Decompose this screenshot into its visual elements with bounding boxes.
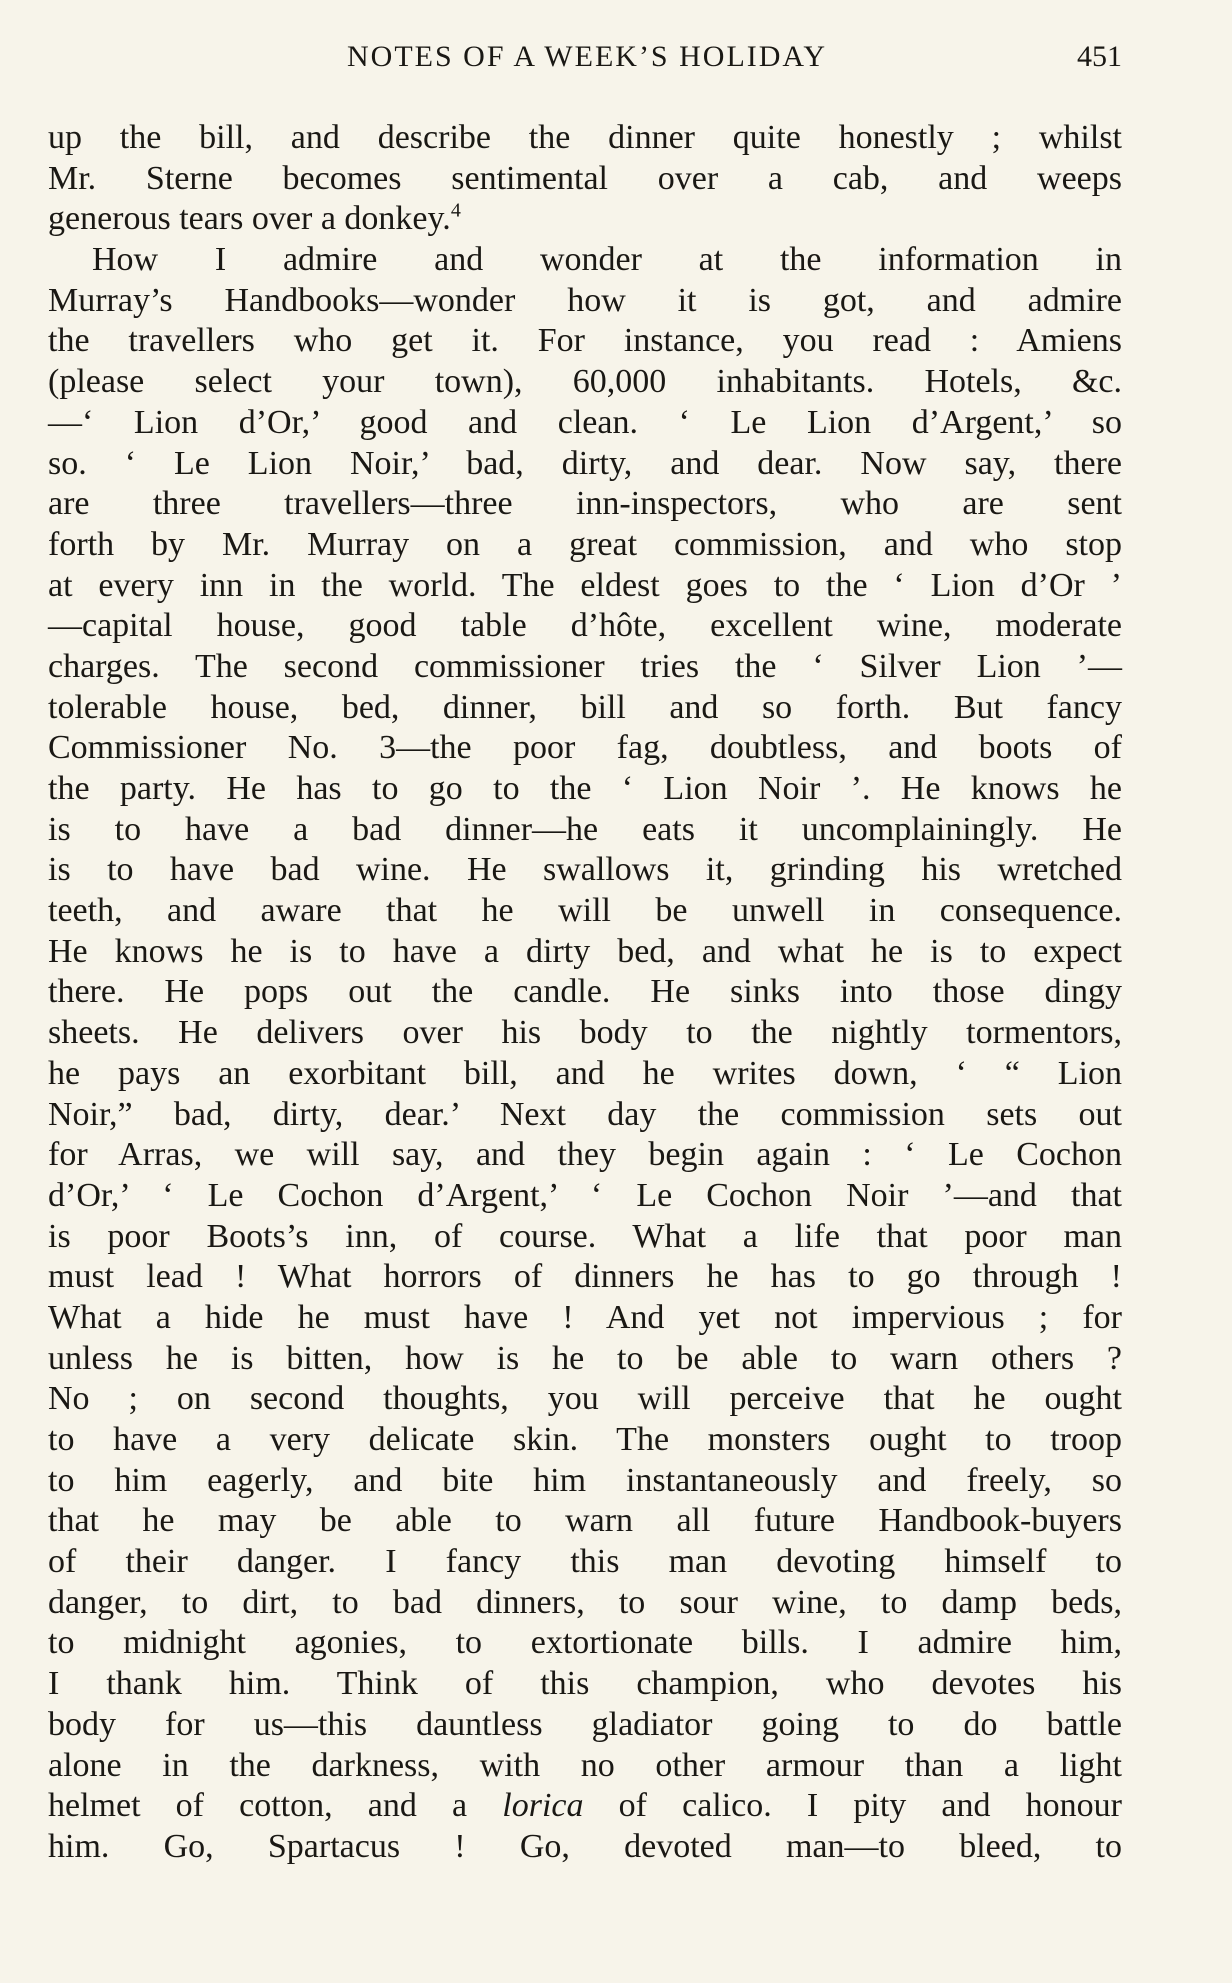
text-line: Murray’s Handbooks—wonder how it is got, and admire bbox=[48, 281, 1122, 319]
text-line: d’Or,’ ‘ Le Cochon d’Argent,’ ‘ Le Cochon Noir ’—and that bbox=[48, 1176, 1122, 1214]
text-line: for Arras, we will say, and they begin again : ‘ Le Cochon bbox=[48, 1136, 1122, 1174]
text-line: is to have a bad dinner—he eats it uncomplainingly. He bbox=[48, 810, 1122, 848]
text-line: teeth, and aware that he will be unwell in consequence. bbox=[48, 892, 1122, 930]
text-line: How I admire and wonder at the information in bbox=[92, 241, 1122, 279]
text-line: tolerable house, bed, dinner, bill and so forth. But fancy bbox=[48, 688, 1122, 726]
text-line: Noir,” bad, dirty, dear.’ Next day the commission sets out bbox=[48, 1095, 1122, 1133]
text-line: unless he is bitten, how is he to be able to warn others ? bbox=[48, 1339, 1122, 1377]
text-line: alone in the darkness, with no other armour than a light bbox=[48, 1746, 1122, 1784]
text-line: to have a very delicate skin. The monsters ought to troop bbox=[48, 1421, 1122, 1458]
page-number: 451 bbox=[1077, 40, 1122, 73]
text-line: must lead ! What horrors of dinners he has to go through ! bbox=[48, 1258, 1122, 1296]
text-line: at every inn in the world. The eldest goes to the ‘ Lion d’Or ’ bbox=[48, 566, 1122, 604]
text-line: body for us—this dauntless gladiator going to do battle bbox=[48, 1705, 1122, 1743]
text-line: that he may be able to warn all future Handbook-buyers bbox=[48, 1502, 1122, 1540]
text-line-content: generous tears over a donkey. bbox=[48, 200, 451, 238]
text-line-content: helmet of cotton, and a bbox=[48, 1787, 503, 1825]
text-line: I thank him. Think of this champion, who devotes his bbox=[48, 1665, 1122, 1703]
text-line: What a hide he must have ! And yet not impervious ; for bbox=[48, 1298, 1122, 1336]
text-line: —capital house, good table d’hôte, excellent wine, moderate bbox=[48, 607, 1122, 645]
text-line: is poor Boots’s inn, of course. What a life that poor man bbox=[48, 1217, 1122, 1255]
text-line bbox=[48, 1786, 1122, 1827]
footnote-marker: 4 bbox=[450, 200, 461, 223]
text-line: up the bill, and describe the dinner quite honestly ; whilst bbox=[48, 119, 1122, 156]
text-line: of their danger. I fancy this man devoting himself to bbox=[48, 1543, 1122, 1581]
text-line: (please select your town), 60,000 inhabitants. Hotels, &c. bbox=[48, 363, 1122, 401]
running-title: NOTES OF A WEEK’S HOLIDAY bbox=[346, 40, 828, 73]
text-line: the travellers who get it. For instance, you read : Amiens bbox=[48, 322, 1122, 360]
text-line-content: of calico. I pity and honour bbox=[583, 1787, 1122, 1825]
running-head bbox=[52, 40, 1122, 90]
text-line: forth by Mr. Murray on a great commission, and who stop bbox=[48, 525, 1122, 563]
text-line bbox=[48, 199, 1122, 240]
text-line: sheets. He delivers over his body to the nightly tormentors, bbox=[48, 1014, 1122, 1052]
text-line: charges. The second commissioner tries the ‘ Silver Lion ’— bbox=[48, 647, 1122, 685]
text-line: so. ‘ Le Lion Noir,’ bad, dirty, and dear. Now say, there bbox=[48, 444, 1122, 482]
text-line: —‘ Lion d’Or,’ good and clean. ‘ Le Lion d’Argent,’ so bbox=[48, 403, 1122, 441]
text-line: to him eagerly, and bite him instantaneously and freely, so bbox=[48, 1461, 1122, 1499]
text-line: Mr. Sterne becomes sentimental over a cab, and weeps bbox=[48, 159, 1122, 197]
text-line: the party. He has to go to the ‘ Lion Noir ’. He knows he bbox=[48, 770, 1122, 807]
text-line: Commissioner No. 3—the poor fag, doubtless, and boots of bbox=[48, 729, 1122, 767]
text-line: are three travellers—three inn-inspectors, who are sent bbox=[48, 485, 1122, 523]
text-line: to midnight agonies, to extortionate bills. I admire him, bbox=[48, 1624, 1122, 1662]
text-line: there. He pops out the candle. He sinks into those dingy bbox=[48, 973, 1122, 1011]
body-text bbox=[48, 118, 1122, 1868]
text-line: him. Go, Spartacus ! Go, devoted man—to bleed, to bbox=[48, 1827, 1122, 1865]
text-line: He knows he is to have a dirty bed, and what he is to expect bbox=[48, 932, 1122, 970]
text-line: he pays an exorbitant bill, and he writes down, ‘ “ Lion bbox=[48, 1054, 1122, 1092]
text-line: danger, to dirt, to bad dinners, to sour wine, to damp beds, bbox=[48, 1583, 1122, 1621]
text-line: No ; on second thoughts, you will perceive that he ought bbox=[48, 1380, 1122, 1418]
italic-word: lorica bbox=[502, 1787, 584, 1825]
text-line: is to have bad wine. He swallows it, grinding his wretched bbox=[48, 851, 1122, 889]
